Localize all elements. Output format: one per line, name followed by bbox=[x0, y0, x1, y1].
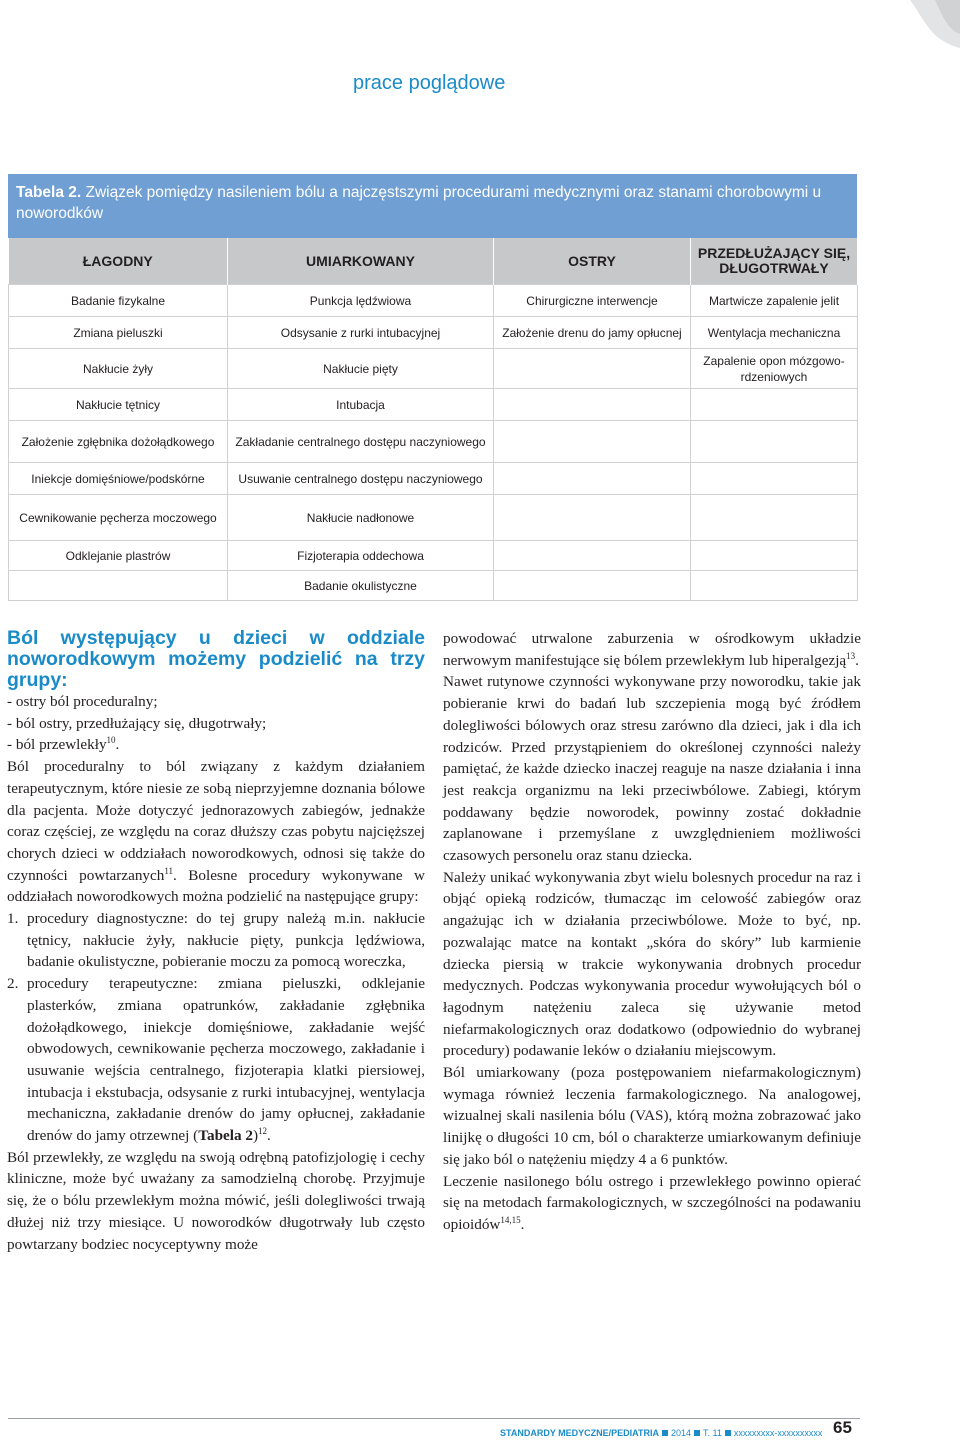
page-footer bbox=[0, 1418, 960, 1440]
footer-volume: T. 11 bbox=[703, 1428, 722, 1438]
paragraph: Ból przewlekły, ze względu na swoją odrębną patofizjologię i cechy kliniczne, może być uważany za samodzielną chorobę. Przyjmuje się, że o bólu przewlekłym można mówić, jeśli dolegliwości trwają dłużej niż trzy miesiące. U noworodków długotrwały lub często powtarzany bodziec nocyceptywny może bbox=[7, 1148, 425, 1253]
table-cell: Cewnikowanie pęcherza moczowego bbox=[9, 495, 228, 541]
table-caption-label: Tabela 2. bbox=[16, 184, 82, 201]
table-cell: Nakłucie tętnicy bbox=[9, 389, 228, 421]
table-cell: Martwicze zapalenie jelit bbox=[691, 285, 858, 317]
list-item: - ostry ból proceduralny; bbox=[7, 693, 158, 710]
table-cell bbox=[691, 571, 858, 601]
section-heading: Ból występujący u dzieci w oddziale noworodkowym możemy podzielić na trzy grupy: bbox=[7, 627, 425, 691]
table-row bbox=[9, 571, 858, 601]
table-cell: Założenie drenu do jamy opłucnej bbox=[494, 317, 691, 349]
table-cell bbox=[691, 541, 858, 571]
table-cell bbox=[494, 571, 691, 601]
table-row bbox=[9, 495, 858, 541]
table-cell: Badanie fizykalne bbox=[9, 285, 228, 317]
table-cell: Odsysanie z rurki intubacyjnej bbox=[228, 317, 494, 349]
reference: 10 bbox=[106, 735, 116, 746]
separator-square-icon bbox=[694, 1430, 700, 1436]
table-header-row bbox=[9, 238, 858, 285]
right-column bbox=[443, 628, 861, 1236]
table-row bbox=[9, 285, 858, 317]
page-number: 65 bbox=[833, 1418, 852, 1437]
table-cell: Nakłucie nadłonowe bbox=[228, 495, 494, 541]
reference: 11 bbox=[164, 865, 174, 876]
table-caption-text: Związek pomiędzy nasileniem bólu a najczęstszymi procedurami medycznymi oraz stanami chorobowymi u noworodków bbox=[16, 184, 822, 222]
table-cell bbox=[494, 495, 691, 541]
table-row bbox=[9, 317, 858, 349]
footer-citation bbox=[500, 1428, 822, 1438]
corner-decoration bbox=[850, 0, 960, 60]
reference: 13 bbox=[846, 650, 856, 661]
table-cell bbox=[494, 349, 691, 389]
left-column bbox=[7, 628, 425, 1255]
table-cell: Nakłucie żyły bbox=[9, 349, 228, 389]
reference: 14,15 bbox=[500, 1214, 521, 1225]
pain-groups-list bbox=[7, 691, 425, 756]
list-item: 2. procedury terapeutyczne: zmiana pieluszki, odklejanie plasterków, zmiana opatrunków, zakładanie zgłębnika dożołądkowego, iniekcje domięśniowe, zakładanie wejść obwodowych, cewnikowanie pęcherza moczowego, zakładanie i usuwanie wejścia centralnego, fizjoterapia klatki piersiowej, intubacja i ekstubacja, odsysanie z rurki intubacyjnej, wentylacja mechaniczna, zakładanie drenów do jamy opłucnej, zakładanie drenów do jamy otrzewnej (Tabela 2)$^{12}$. bbox=[7, 975, 425, 1145]
table-cell: Zmiana pieluszki bbox=[9, 317, 228, 349]
procedures-list bbox=[7, 908, 425, 1147]
table-row bbox=[9, 463, 858, 495]
table-cell: Wentylacja mechaniczna bbox=[691, 317, 858, 349]
table-reference: Tabela 2 bbox=[198, 1127, 253, 1145]
paragraph: Nawet rutynowe czynności wykonywane przy noworodku, takie jak pobieranie krwi do badań lub szczepienia mogą być źródłem dolegliwości bólowych oraz stresu zarówno dla dzieci, jak i dla ich rodziców. Przed przystąpieniem do określonej czynności należy pamiętać, że każde dziecko inaczej reaguje na nasze działania i inna jest reakcja organizmu na leki przeciwbólowe. Zabiegi, którym poddawany będzie noworodek, powinny zostać dokładnie zaplanowane i przemyślane z uwzględnieniem możliwości czasowych personelu oraz stanu dziecka. bbox=[443, 673, 861, 865]
list-item: - ból ostry, przedłużający się, długotrwały; bbox=[7, 714, 267, 732]
table-row bbox=[9, 349, 858, 389]
footer-year: 2014 bbox=[671, 1428, 692, 1438]
paragraph: Ból umiarkowany (poza postępowaniem niefarmakologicznym) wymaga również leczenia farmakologicznego. Na analogowej, wizualnej skali nasilenia bólu (VAS), którą można zobrazować jako linijkę o długości 10 cm, ból o charakterze umiarkowanym definiuje się jako ból o natężeniu między 4 a 6 punktów. bbox=[443, 1064, 861, 1168]
paragraph: Należy unikać wykonywania zbyt wielu bolesnych procedur na raz i objąć opieką rodziców, tłumacząc im celowość zabiegów oraz angażując ich w działania przeciwbólowe. Może to być, np. pozwalając matce na kontakt „skóra do skóry” lub karmienie dziecka piersią w trakcie wykonywania drobnych procedur medycznych. Podczas wykonywania procedur wywołujących ból o łagodnym natężeniu zaleca się używanie metod niefarmakologicznych oraz dodatkowo (odpowiednio do wybranej procedury) podawanie leków o działaniu miejscowym. bbox=[443, 868, 861, 1060]
table-row bbox=[9, 421, 858, 463]
table-cell: Chirurgiczne interwencje bbox=[494, 285, 691, 317]
table-row bbox=[9, 389, 858, 421]
table-cell: Usuwanie centralnego dostępu naczyniowego bbox=[228, 463, 494, 495]
column-header: ŁAGODNY bbox=[9, 238, 228, 285]
table-cell: Nakłucie pięty bbox=[228, 349, 494, 389]
table-cell: Założenie zgłębnika dożołądkowego bbox=[9, 421, 228, 463]
column-header: OSTRY bbox=[494, 238, 691, 285]
table-cell: Iniekcje domięśniowe/podskórne bbox=[9, 463, 228, 495]
footer-pages: xxxxxxxxx-xxxxxxxxxx bbox=[733, 1428, 823, 1438]
separator-square-icon bbox=[662, 1430, 668, 1436]
paragraph: Leczenie nasilonego bólu ostrego i przewlekłego powinno opierać się na metodach farmakologicznych, w szczególności na podawaniu opioidów$^{14,15}$. bbox=[443, 1172, 861, 1233]
table-cell: Zapalenie opon mózgowo-rdzeniowych bbox=[691, 349, 858, 389]
reference: 12 bbox=[258, 1126, 268, 1136]
table-cell bbox=[691, 463, 858, 495]
column-header: PRZEDŁUŻAJĄCY SIĘ, DŁUGOTRWAŁY bbox=[691, 238, 858, 285]
table-cell: Fizjoterapia oddechowa bbox=[228, 541, 494, 571]
table-row bbox=[9, 541, 858, 571]
table-cell: Punkcja lędźwiowa bbox=[228, 285, 494, 317]
journal-name: STANDARDY MEDYCZNE/PEDIATRIA bbox=[500, 1428, 660, 1438]
table-caption bbox=[8, 174, 857, 238]
list-item: - ból przewlekły$^{10}$. bbox=[7, 735, 120, 754]
table-cell: Intubacja bbox=[228, 389, 494, 421]
table-cell bbox=[691, 389, 858, 421]
table-cell: Badanie okulistyczne bbox=[228, 571, 494, 601]
table-cell bbox=[9, 571, 228, 601]
table-cell bbox=[691, 421, 858, 463]
table-cell bbox=[494, 463, 691, 495]
table-cell: Odklejanie plastrów bbox=[9, 541, 228, 571]
footer-divider bbox=[8, 1418, 860, 1419]
table-grid bbox=[8, 238, 858, 601]
table-cell bbox=[494, 389, 691, 421]
paragraph: Ból proceduralny to ból związany z każdym działaniem terapeutycznym, które niesie ze sobą nieprzyjemne doznania bólowe dla pacjenta. Może dotyczyć jednorazowych zabiegów, jednakże coraz częściej, ze względu na coraz dłuższy czas pobytu najcięższej chorych dzieci w oddziałach noworodkowych, odnosi się także do czynności powtarzanych$^{11}$. Bolesne procedury wykonywane w oddziałach noworodkowych można podzielić na następujące grupy: bbox=[7, 758, 425, 906]
separator-square-icon bbox=[725, 1430, 731, 1436]
paragraph: powodować utrwalone zaburzenia w ośrodkowym układzie nerwowym manifestujące się bólem przewlekłym lub hiperalgezją$^{13}$. bbox=[443, 630, 861, 669]
table-cell bbox=[494, 421, 691, 463]
column-header: UMIARKOWANY bbox=[228, 238, 494, 285]
pain-procedures-table bbox=[8, 174, 857, 601]
section-title: prace poglądowe bbox=[353, 72, 506, 94]
table-cell bbox=[494, 541, 691, 571]
list-item: 1. procedury diagnostyczne: do tej grupy należą m.in. nakłucie tętnicy, nakłucie żyły, nakłucie pięty, punkcja lędźwiowa, badanie okulistyczne, pobieranie moczu za pomocą woreczka, bbox=[7, 910, 425, 971]
table-cell: Zakładanie centralnego dostępu naczyniowego bbox=[228, 421, 494, 463]
table-cell bbox=[691, 495, 858, 541]
